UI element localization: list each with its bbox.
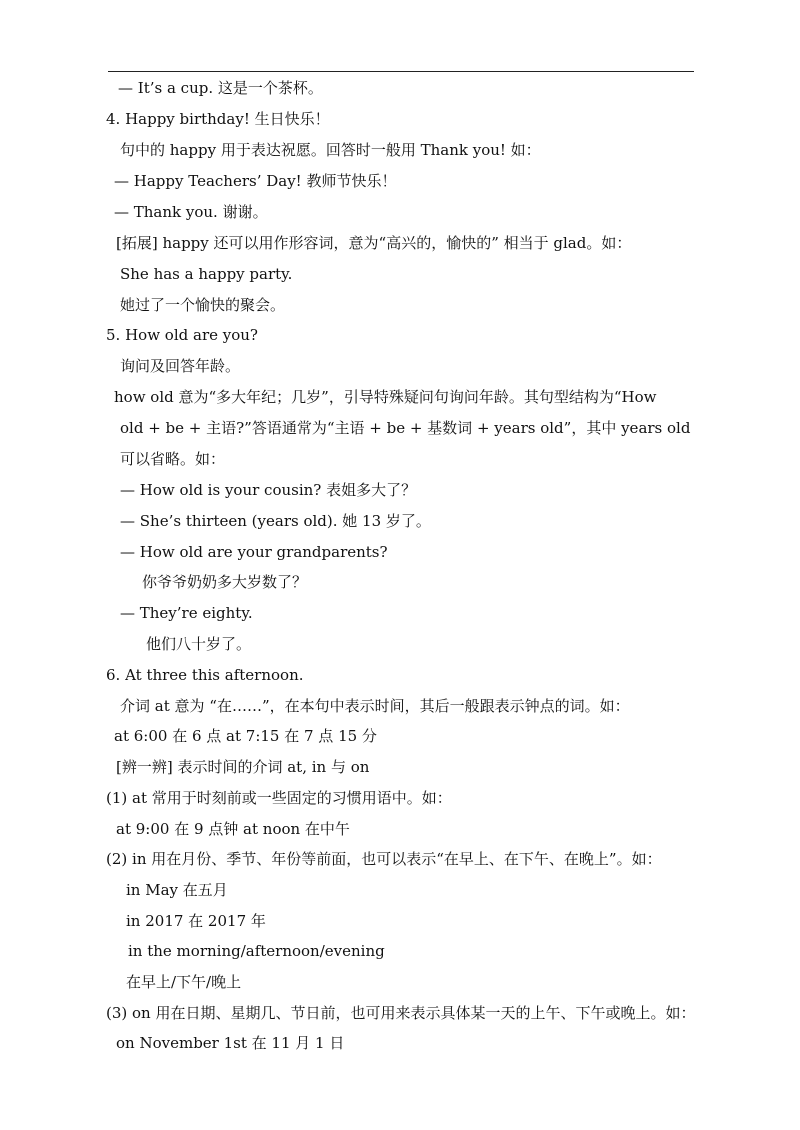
- example-phrase: in 2017 在 2017 年: [126, 912, 266, 930]
- comparison-heading: [辨一辨] 表示时间的介词 at, in 与 on: [116, 758, 370, 776]
- extension-note: [拓展] happy 还可以用作形容词，意为“高兴的，愉快的” 相当于 glad。如：: [116, 234, 632, 252]
- rule-item: (3) on 用在日期、星期几、节日前，也可用来表示具体某一天的上午、下午或晚上。如：: [106, 1004, 696, 1022]
- example-translation: 在早上/下午/晚上: [126, 973, 242, 991]
- example-phrase: in May 在五月: [126, 881, 228, 899]
- rule-item: (1) at 常用于时刻前或一些固定的习惯用语中。如：: [106, 789, 452, 807]
- rule-item: (2) in 用在月份、季节、年份等前面，也可以表示“在早上、在下午、在晚上”。如：: [106, 850, 662, 868]
- dialogue-translation: 你爷爷奶奶多大岁数了？: [142, 573, 308, 591]
- dialogue-translation: 他们八十岁了。: [146, 635, 252, 653]
- header-rule: [108, 71, 694, 72]
- section-heading: 6. At three this afternoon.: [106, 666, 304, 684]
- dialogue-line: — She’s thirteen (years old). 她 13 岁了。: [120, 512, 431, 530]
- example-translation: 她过了一个愉快的聚会。: [120, 296, 286, 314]
- section-heading: 4. Happy birthday! 生日快乐！: [106, 110, 330, 128]
- dialogue-line: — It’s a cup. 这是一个茶杯。: [118, 79, 323, 97]
- explanation-text: 可以省略。如：: [120, 450, 226, 468]
- example-phrase: at 6:00 在 6 点 at 7:15 在 7 点 15 分: [114, 727, 377, 745]
- example-phrase: on November 1st 在 11 月 1 日: [116, 1034, 345, 1052]
- dialogue-line: — How old is your cousin? 表姐多大了？: [120, 481, 417, 499]
- example-phrase: at 9:00 在 9 点钟 at noon 在中午: [116, 820, 350, 838]
- dialogue-line: — Thank you. 谢谢。: [114, 203, 268, 221]
- explanation-text: 句中的 happy 用于表达祝愿。回答时一般用 Thank you! 如：: [120, 141, 541, 159]
- explanation-text: old + be + 主语?”答语通常为“主语 + be + 基数词 + years old”，其中 years old: [120, 419, 691, 437]
- example-sentence: She has a happy party.: [120, 265, 293, 283]
- explanation-text: 询问及回答年龄。: [120, 357, 241, 375]
- section-heading: 5. How old are you?: [106, 326, 258, 344]
- example-phrase: in the morning/afternoon/evening: [128, 942, 385, 960]
- dialogue-line: — How old are your grandparents?: [120, 543, 388, 561]
- explanation-text: how old 意为“多大年纪；几岁”，引导特殊疑问句询问年龄。其句型结构为“How: [114, 388, 657, 406]
- explanation-text: 介词 at 意为 “在……”，在本句中表示时间，其后一般跟表示钟点的词。如：: [120, 697, 630, 715]
- dialogue-line: — They’re eighty.: [120, 604, 253, 622]
- dialogue-line: — Happy Teachers’ Day! 教师节快乐！: [114, 172, 397, 190]
